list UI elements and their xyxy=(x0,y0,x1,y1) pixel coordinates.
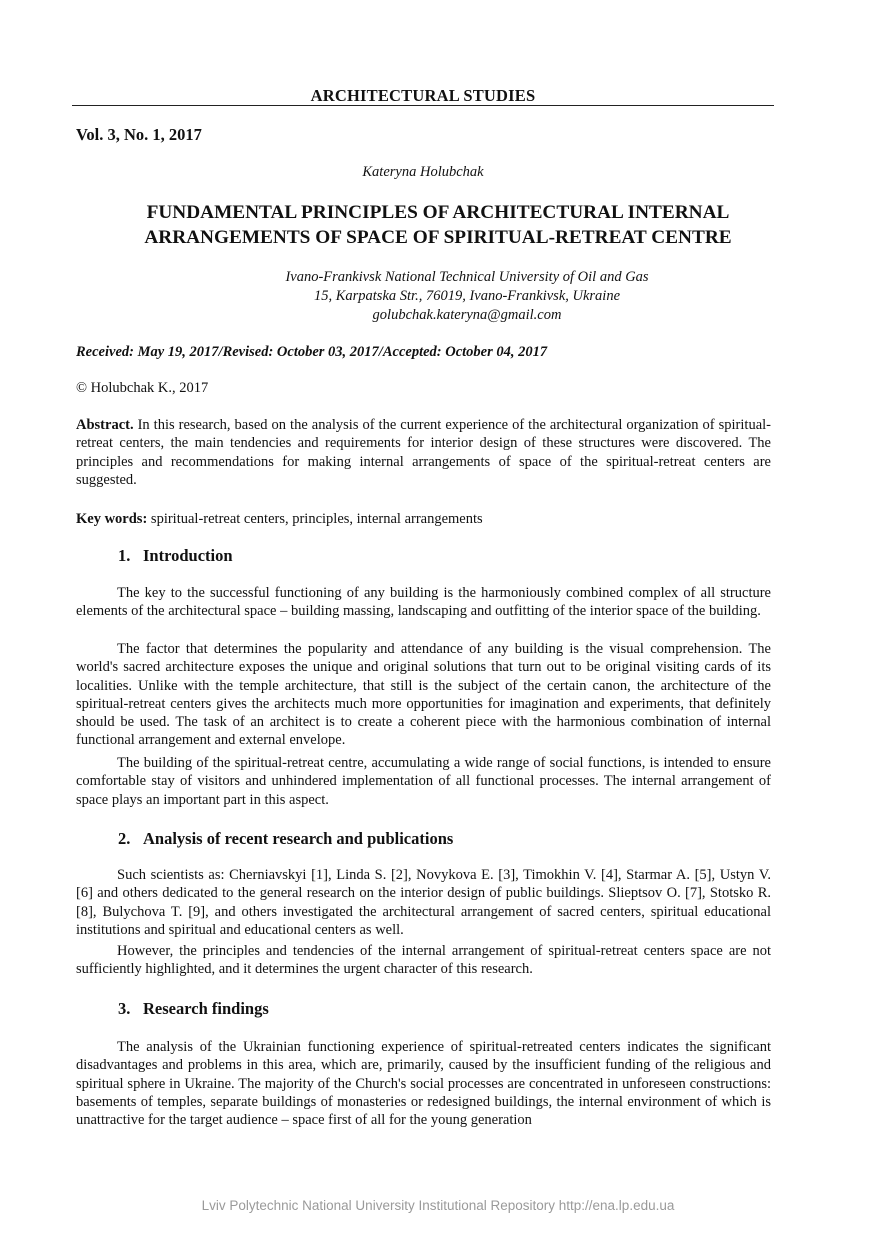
abstract-label: Abstract. xyxy=(76,417,134,433)
journal-title: ARCHITECTURAL STUDIES xyxy=(310,86,536,105)
article-title xyxy=(72,200,804,250)
section-heading-analysis xyxy=(118,829,453,849)
paragraph: However, the principles and tendencies of the internal arrangement of spiritual-retreat centers space are not sufficiently highlighted, and it determines the urgent character of this research. xyxy=(76,943,771,978)
author-name: Kateryna Holubchak xyxy=(362,164,484,180)
abstract xyxy=(76,416,771,489)
affiliation-block xyxy=(72,268,862,325)
section-title: Introduction xyxy=(143,546,233,565)
repository-footer: Lviv Polytechnic National University Institutional Repository http://ena.lp.edu.ua xyxy=(201,1198,675,1213)
keywords-text: spiritual-retreat centers, principles, internal arrangements xyxy=(147,511,483,527)
section-heading-findings xyxy=(118,999,269,1019)
section-number: 2. xyxy=(118,829,131,848)
paragraph: The key to the successful functioning of any building is the harmoniously combined complex of all structure elements of the architectural space – building massing, landscaping and outfitting of the interior space of the building. xyxy=(76,585,771,620)
volume-info: Vol. 3, No. 1, 2017 xyxy=(76,125,202,144)
paragraph: Such scientists as: Cherniavskyi [1], Linda S. [2], Novykova E. [3], Timokhin V. [4], Starmar A. [5], Ustyn V. [6] and others dedicated to the general research on the interior design of public buildings. Slieptsov O. [7], Stotsko R. [8], Bulychova T. [9], and others investigated the architectural arrangement of sacred centers, spiritual educational institutions and spiritual and educational centers as well. xyxy=(76,867,771,938)
address: 15, Karpatska Str., 76019, Ivano-Frankivsk, Ukraine xyxy=(313,288,621,304)
paragraph: The analysis of the Ukrainian functioning experience of spiritual-retreated centers indicates the significant disadvantages and problems in this area, which are, primarily, caused by the insufficient funding of the religious and spiritual sphere in Ukraine. The majority of the Church's social processes are concentrated in unforeseen constructions: basements of temples, separate buildings of monasteries or redesigned buildings, the internal environment of which is unattractive for the target audience – space first of all for the young generation xyxy=(76,1039,771,1129)
paragraph: The factor that determines the popularity and attendance of any building is the visual comprehension. The world's sacred architecture exposes the unique and original solutions that turn out to be original visiting cards of its localities. Unlike with the temple architecture, that still is the subject of the certain canon, the architecture of the spiritual-retreat centers gives the architects much more opportunities for imagination and experiments, that definitely should be used. The task of an architect is to create a coherent piece with the harmonious combination of internal functional arrangement and external envelope. xyxy=(76,641,771,749)
section-title: Analysis of recent research and publications xyxy=(143,829,454,848)
section-number: 3. xyxy=(118,999,131,1018)
keywords xyxy=(76,510,771,528)
section-title: Research findings xyxy=(143,999,269,1018)
affiliation: Ivano-Frankivsk National Technical University of Oil and Gas xyxy=(285,269,649,285)
email[interactable]: golubchak.kateryna@gmail.com xyxy=(372,307,562,323)
received-dates: Received: May 19, 2017/Revised: October 03, 2017/Accepted: October 04, 2017 xyxy=(76,344,548,360)
paragraph: The building of the spiritual-retreat centre, accumulating a wide range of social functions, is intended to ensure comfortable stay of visitors and unhindered implementation of all functional processes. The internal arrangement of space plays an important part in this aspect. xyxy=(76,755,771,808)
section-heading-introduction xyxy=(118,546,233,566)
header-rule xyxy=(72,105,774,106)
title-line-1: FUNDAMENTAL PRINCIPLES OF ARCHITECTURAL INTERNAL xyxy=(146,202,730,223)
title-line-2: ARRANGEMENTS OF SPACE OF SPIRITUAL-RETREAT CENTRE xyxy=(144,227,732,248)
keywords-label: Key words: xyxy=(76,511,148,527)
copyright: © Holubchak K., 2017 xyxy=(76,380,209,396)
abstract-text: In this research, based on the analysis of the current experience of the architectural organization of spiritual-retreat centers, the main tendencies and requirements for interior design of these structures were discovered. The principles and recommendations for making internal arrangements of space of the spiritual-retreat centers are suggested. xyxy=(76,417,771,488)
section-number: 1. xyxy=(118,546,131,565)
